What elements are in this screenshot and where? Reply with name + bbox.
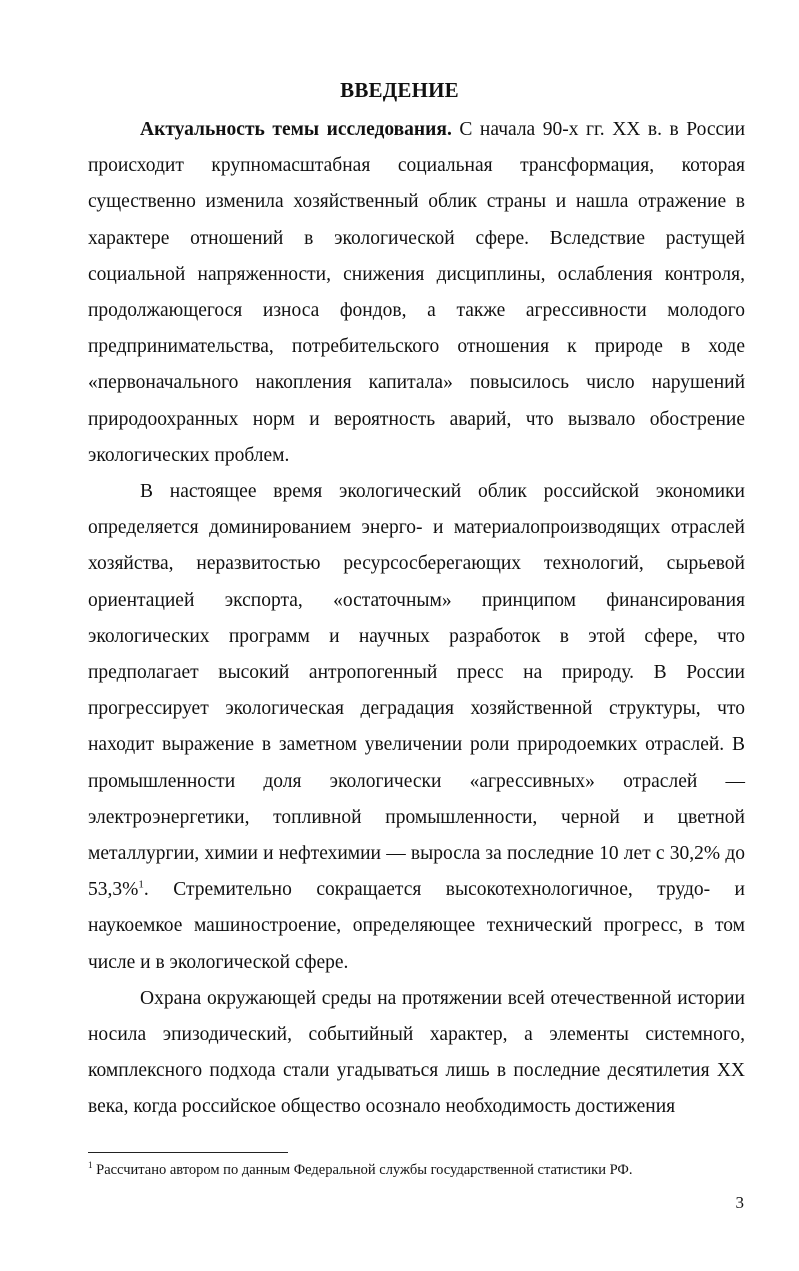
paragraph-2-text-a: В настоящее время экологический облик российской экономики определяется доминированием энерго- и материалопроизводящих отраслей хозяйства, неразвитостью ресурсосберегающих технологий, сырьевой ориентацией экспорта, «остаточным» принципом финансирования экологических программ и научных разработок в этой сфере, что предполагает высокий антропогенный пресс на природу. В России прогрессирует экологическая деградация хозяйственной структуры, что находит выражение в заметном увеличении роли природоемких отраслей. В промышленности доля экологически «агрессивных» отраслей — электроэнергетики, топливной промышленности, черной и цветной металлургии, химии и нефтехимии — выросла за последние 10 лет с 30,2% до 53,3% bbox=[88, 481, 745, 901]
paragraph-2 bbox=[88, 474, 745, 981]
footnote-reference: 1 bbox=[138, 878, 144, 891]
paragraph-2-text-b: . Стремительно сокращается высокотехнологичное, трудо- и наукоемкое машиностроение, определяющее технический прогресс, в том числе и в экологической сфере. bbox=[88, 879, 745, 973]
paragraph-1-text: С начала 90-х гг. XX в. в России происходит крупномасштабная социальная трансформация, которая существенно изменила хозяйственный облик страны и нашла отражение в характере отношений в экологической сфере. Вследствие растущей социальной напряженности, снижения дисциплины, ослабления контроля, продолжающегося износа фондов, а также агрессивности молодого предпринимательства, потребительского отношения к природе в ходе «первоначального накопления капитала» повысилось число нарушений природоохранных норм и вероятность аварий, что вызвало обострение экологических проблем. bbox=[88, 119, 746, 466]
page-title: ВВЕДЕНИЕ bbox=[340, 78, 459, 102]
footnote-divider bbox=[88, 1152, 288, 1153]
paragraph-1 bbox=[88, 112, 745, 474]
footnote-text: Рассчитано автором по данным Федеральной службы государственной статистики РФ. bbox=[92, 1162, 633, 1178]
body-text bbox=[88, 112, 745, 1126]
paragraph-1-lead: Актуальность темы исследования. bbox=[140, 119, 452, 140]
page-number: 3 bbox=[735, 1193, 744, 1212]
footnote-mark: 1 bbox=[88, 1160, 93, 1171]
footnote bbox=[88, 1160, 745, 1180]
paragraph-3 bbox=[88, 981, 745, 1126]
paragraph-3-text: Охрана окружающей среды на протяжении всей отечественной истории носила эпизодический, событийный характер, а элементы системного, комплексного подхода стали угадываться лишь в последние десятилетия XX века, когда российское общество осознало необходимость достижения bbox=[88, 987, 745, 1118]
